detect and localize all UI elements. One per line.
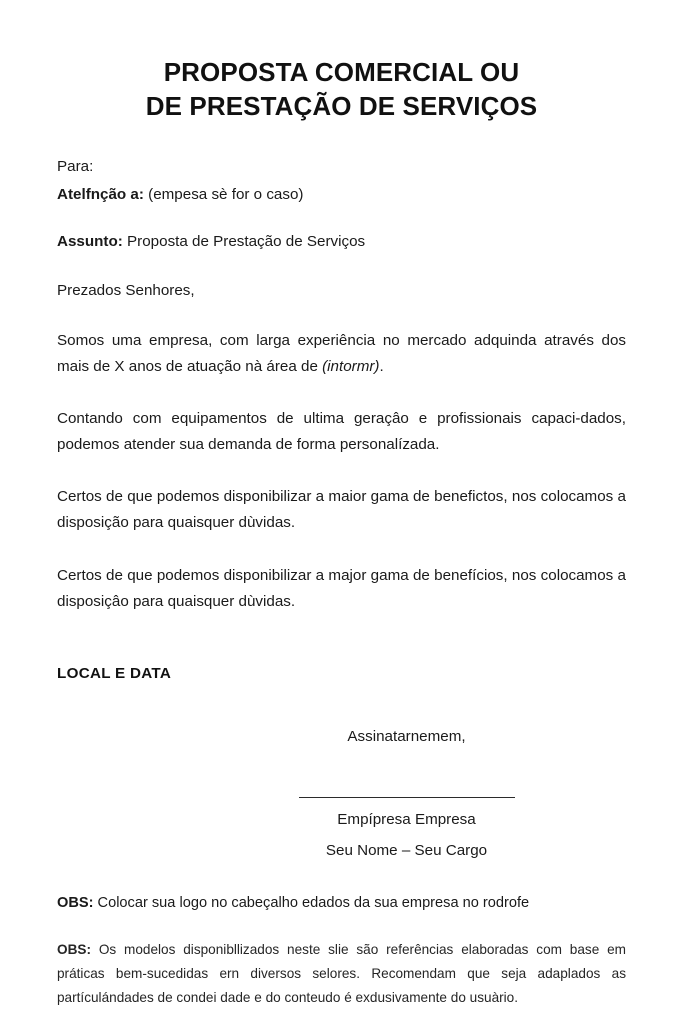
note-first <box>57 892 626 915</box>
signature-name-role: Seu Nome – Seu Cargo <box>325 842 488 860</box>
signature-line <box>299 797 515 798</box>
note-first-text: Colocar sua logo no cabeçalho edados da sua empresa no rodrofe <box>93 895 530 912</box>
recipient-block <box>57 154 626 207</box>
local-and-date-heading: LOCAL E DATA <box>57 665 172 683</box>
page-title-line-2: DE PRESTAÇÃO DE SERVIÇOS <box>145 90 538 121</box>
signature-rule-wrap <box>57 785 626 803</box>
body-paragraph-1-italic: (intormr) <box>322 358 380 376</box>
page-title-line-1: PROPOSTA COMERCIAL OU <box>163 57 520 87</box>
note-second-text: Os modelos disponibllizados neste slie são referências elaboradas com base em práticas bem-sucedidas ern diversos selores. Recomendam que seja adaplados as partículándades de condei dade e do conteudo é exdusivamente do usuàrio. <box>57 941 626 1006</box>
body-paragraph-1-text: Somos uma empresa, com larga experiência no mercado adquinda através dos mais de X anos de atuação nà área de <box>57 332 626 376</box>
note-second-label: OBS: <box>57 941 91 957</box>
subject-label: Assunto: <box>57 233 123 251</box>
page-title <box>57 0 626 124</box>
recipient-attention-value: (empesa sè for o caso) <box>148 185 304 203</box>
recipient-to-label: Para: <box>57 157 94 175</box>
signature-company: Empípresa Empresa <box>337 811 476 829</box>
body-paragraph-1-tail: . <box>379 358 384 376</box>
subject-line <box>57 229 626 255</box>
document-content <box>57 0 626 1010</box>
signature-block <box>57 728 626 859</box>
subject-value: Proposta de Prestação de Serviços <box>127 233 366 251</box>
body-paragraph-3: Certos de que podemos disponibilizar a maior gama de benefictos, nos colocamos a disposição para quaisquer dùvidas. <box>57 487 626 532</box>
body-paragraph-1 <box>57 328 626 380</box>
body-paragraph-2: Contando com equipamentos de ultima geraçâo e profissionais capaci-dados, podemos atender sua demanda de forma personalízada. <box>57 409 626 453</box>
greeting-line: Prezados Senhores, <box>57 282 195 300</box>
body-paragraph-4: Certos de que podemos disponibilizar a major gama de benefícios, nos colocamos a disposiçâo para quaisquer dùvidas. <box>57 567 626 611</box>
recipient-attention-line <box>57 182 626 207</box>
note-first-label: OBS: <box>57 895 94 912</box>
note-second <box>57 938 626 1011</box>
recipient-attention-label: Atelfnção a: <box>57 185 144 203</box>
signature-greeting: Assinatarnemem, <box>347 728 466 746</box>
